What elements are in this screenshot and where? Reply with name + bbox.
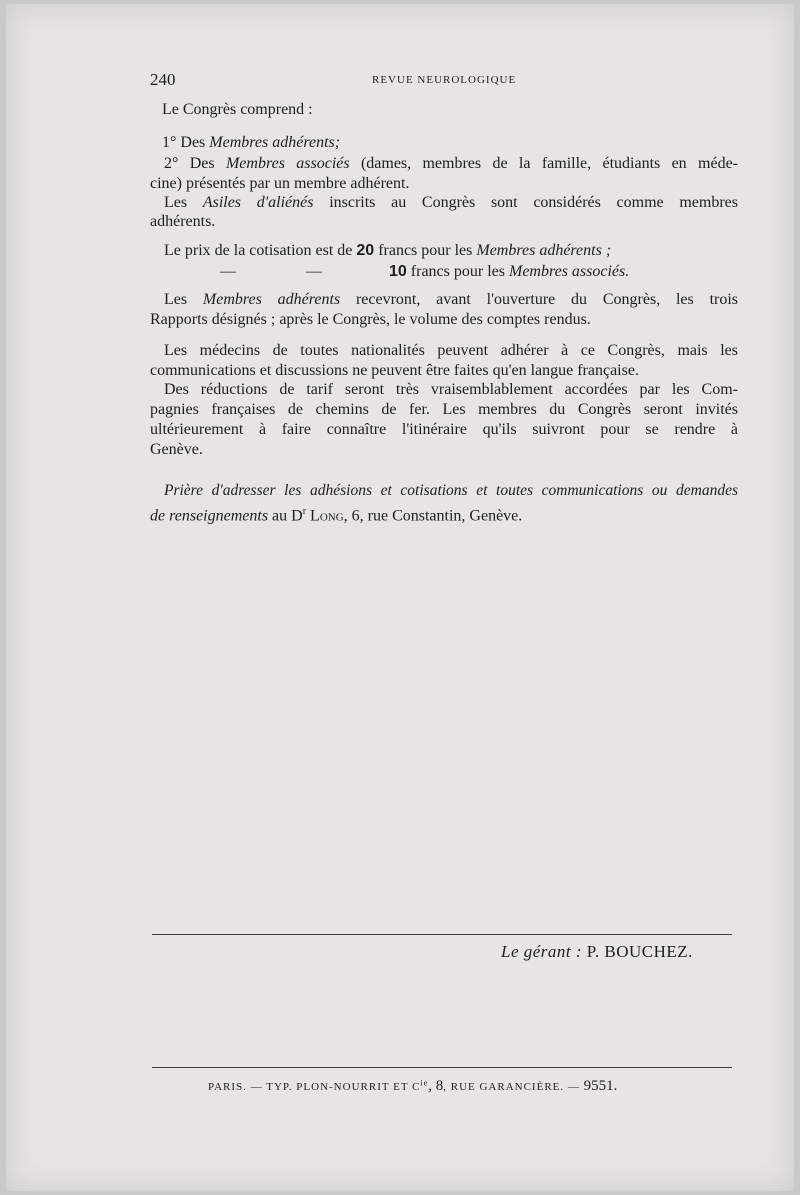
rail-line-4: Genève. bbox=[150, 441, 203, 458]
rail-line-1: Des réductions de tarif seront très vraisemblablement accordées par les Com- bbox=[164, 381, 738, 398]
document-page bbox=[6, 4, 794, 1191]
fee-dash-1: — bbox=[220, 263, 236, 280]
address-line-1: Prière d'adresser les adhésions et cotisations et toutes communications ou demandes bbox=[164, 482, 738, 499]
footer-rule bbox=[152, 1067, 732, 1068]
signature-rule bbox=[152, 934, 732, 935]
page-number: 240 bbox=[150, 70, 176, 89]
reports-line-1: Les Membres adhérents recevront, avant l'ouverture du Congrès, les trois bbox=[164, 291, 739, 308]
nations-line-1: Les médecins de toutes nationalités peuvent adhérer à ce Congrès, mais les bbox=[164, 342, 738, 359]
item-1: 1° Des Membres adhérents; bbox=[162, 134, 341, 151]
signature: Le gérant : P. BOUCHEZ. bbox=[501, 942, 693, 961]
item-2-line-1: 2° Des Membres associés (dames, membres de la famille, étudiants en méde- bbox=[164, 155, 738, 172]
fee-dash-2: — bbox=[306, 263, 322, 280]
item-2-line-2: cine) présentés par un membre adhérent. bbox=[150, 175, 410, 192]
intro-line: Le Congrès comprend : bbox=[162, 101, 313, 118]
reports-line-2: Rapports désignés ; après le Congrès, le volume des comptes rendus. bbox=[150, 311, 591, 328]
rail-line-2: pagnies françaises de chemins de fer. Les membres du Congrès seront invités bbox=[150, 401, 738, 418]
running-title: REVUE NEUROLOGIQUE bbox=[372, 74, 517, 86]
rail-line-3: ultérieurement à faire connaître l'itinéraire qu'ils suivront pour se rendre à bbox=[150, 421, 738, 438]
fee-line-2: 10 francs pour les Membres associés. bbox=[389, 263, 630, 280]
address-line-2: de renseignements au $D^r$ Long, 6, rue Constantin, Genève. bbox=[150, 506, 523, 525]
printer-imprint: PARIS. — TYP. PLON-NOURRIT ET $C^{ie}$, 8, RUE GARANCIÈRE. — 9551. bbox=[208, 1078, 618, 1094]
asiles-line-1: Les Asiles d'aliénés inscrits au Congrès sont considérés comme membres bbox=[164, 194, 738, 211]
asiles-line-2: adhérents. bbox=[150, 213, 216, 230]
fee-line-1: Le prix de la cotisation est de 20 francs pour les Membres adhérents ; bbox=[164, 242, 612, 259]
nations-line-2: communications et discussions ne peuvent être faites qu'en langue française. bbox=[150, 362, 639, 379]
